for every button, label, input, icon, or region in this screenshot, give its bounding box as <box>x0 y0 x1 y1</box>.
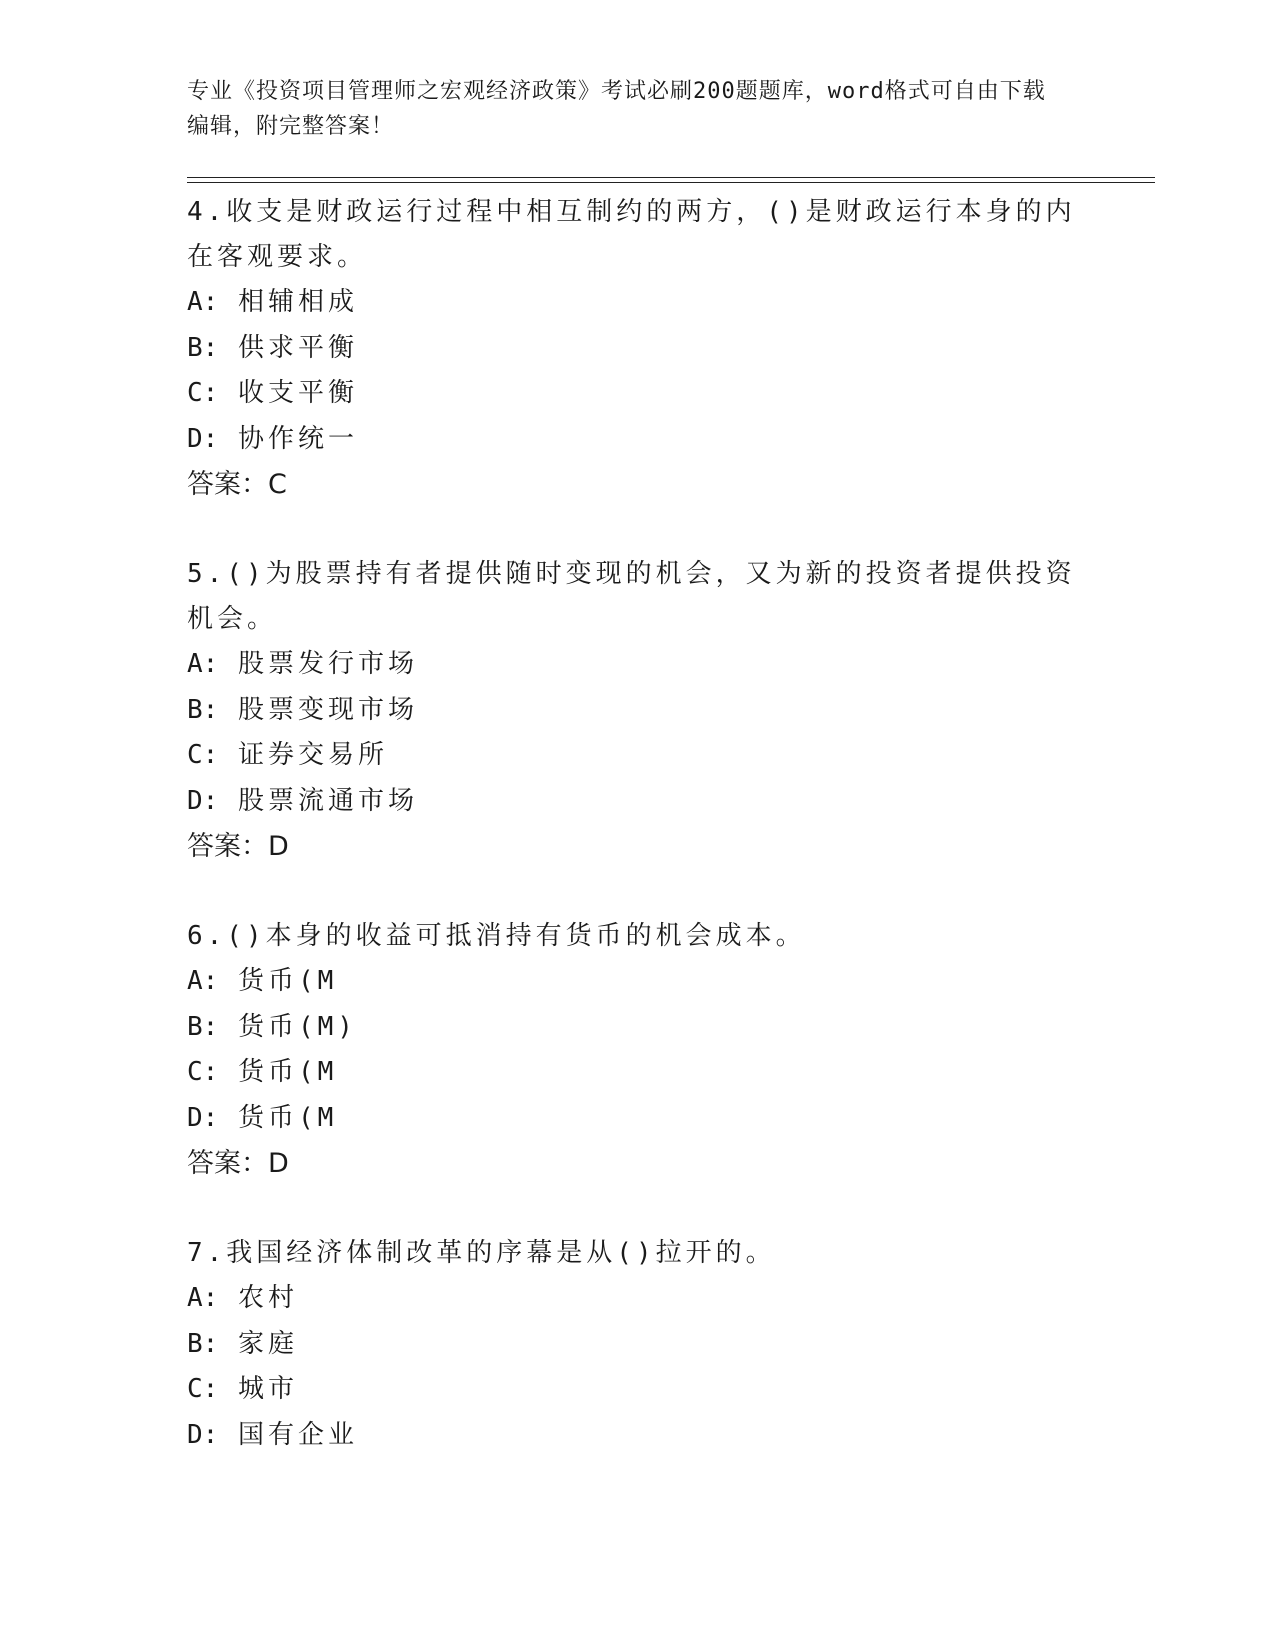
option-letter: D: <box>187 423 219 454</box>
option-c <box>187 733 1087 779</box>
option-text: 协作统一 <box>237 423 358 454</box>
option-text: 货币(M <box>237 1057 338 1087</box>
option-c <box>187 1050 1087 1096</box>
option-text: 货币(M) <box>237 1011 357 1042</box>
header-divider-top <box>187 177 1155 178</box>
option-letter: C: <box>187 1057 219 1087</box>
option-text: 供求平衡 <box>237 332 358 363</box>
option-text: 国有企业 <box>237 1419 358 1450</box>
option-c <box>187 371 1087 417</box>
option-text: 收支平衡 <box>237 378 358 408</box>
option-d <box>187 417 1087 463</box>
answer-line: 答案：D <box>187 1148 289 1179</box>
option-letter: A: <box>187 966 219 996</box>
question-5 <box>187 552 1087 869</box>
option-a <box>187 959 1087 1005</box>
option-letter: B: <box>187 1328 219 1359</box>
option-letter: C: <box>187 740 219 770</box>
question-stem: 7.我国经济体制改革的序幕是从()拉开的。 <box>187 1238 776 1268</box>
option-letter: B: <box>187 694 219 725</box>
option-text: 城市 <box>237 1374 298 1404</box>
header-text: 专业《投资项目管理师之宏观经济政策》考试必刷200题题库，word格式可自由下载编辑，附完整答案！ <box>187 79 1046 139</box>
option-a <box>187 280 1087 326</box>
question-stem: 5.()为股票持有者提供随时变现的机会，又为新的投资者提供投资机会。 <box>187 559 1076 634</box>
option-text: 股票变现市场 <box>237 694 418 725</box>
answer-line: 答案：C <box>187 469 287 500</box>
option-text: 证券交易所 <box>237 740 388 770</box>
option-text: 股票发行市场 <box>237 649 418 679</box>
option-letter: B: <box>187 1011 219 1042</box>
option-c <box>187 1367 1087 1413</box>
option-letter: C: <box>187 1374 219 1404</box>
option-b <box>187 1322 1087 1368</box>
option-a <box>187 642 1087 688</box>
option-d <box>187 779 1087 825</box>
option-text: 家庭 <box>237 1328 298 1359</box>
option-letter: A: <box>187 287 219 317</box>
question-4 <box>187 190 1087 507</box>
option-text: 货币(M <box>237 1102 338 1133</box>
question-stem: 4.收支是财政运行过程中相互制约的两方，()是财政运行本身的内在客观要求。 <box>187 197 1076 272</box>
option-letter: D: <box>187 1419 219 1450</box>
option-text: 相辅相成 <box>237 287 358 317</box>
option-letter: D: <box>187 1102 219 1133</box>
question-list <box>187 190 1087 1503</box>
option-text: 股票流通市场 <box>237 785 418 816</box>
question-stem: 6.()本身的收益可抵消持有货币的机会成本。 <box>187 921 806 951</box>
answer-line: 答案：D <box>187 831 289 862</box>
option-text: 农村 <box>237 1283 298 1313</box>
option-text: 货币(M <box>237 966 338 996</box>
option-letter: B: <box>187 332 219 363</box>
option-letter: D: <box>187 785 219 816</box>
option-a <box>187 1276 1087 1322</box>
option-b <box>187 326 1087 372</box>
document-header <box>187 74 1067 144</box>
question-7 <box>187 1231 1087 1458</box>
option-letter: A: <box>187 649 219 679</box>
header-divider-bottom <box>187 182 1155 183</box>
option-letter: C: <box>187 378 219 408</box>
option-d <box>187 1096 1087 1142</box>
option-b <box>187 688 1087 734</box>
option-d <box>187 1413 1087 1459</box>
option-b <box>187 1005 1087 1051</box>
question-6 <box>187 914 1087 1186</box>
option-letter: A: <box>187 1283 219 1313</box>
